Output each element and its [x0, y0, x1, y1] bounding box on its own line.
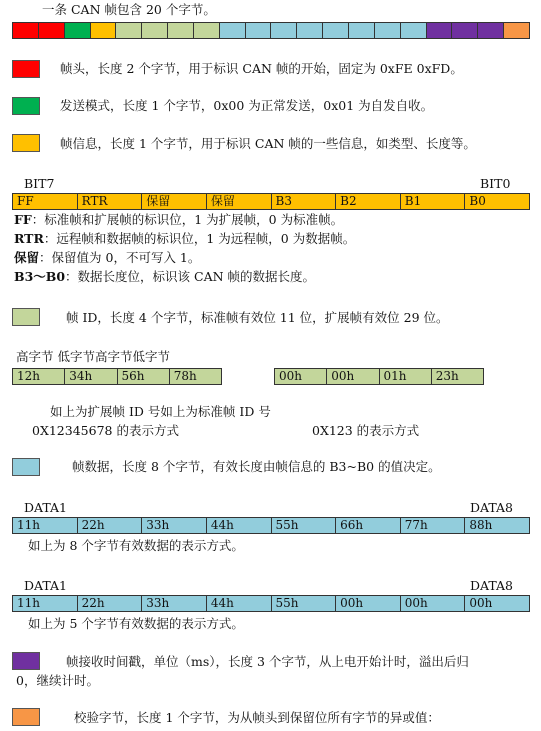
mode-description: 发送模式，长度 1 个字节，0x00 为正常发送，0x01 为自发自收。: [60, 98, 434, 113]
data5-cell-6: 00h: [336, 596, 401, 611]
frame-byte-10: [246, 23, 272, 38]
extended-id-cell-3: 56h: [118, 369, 170, 384]
frame-byte-16: [401, 23, 427, 38]
data8-cell-1: 11h: [13, 518, 78, 533]
bit-note-term: 保留: [14, 250, 40, 265]
data8-label-a: DATA8: [470, 500, 513, 515]
bit-cell-6: B2: [336, 194, 401, 209]
data1-label-b: DATA1: [24, 578, 67, 593]
timestamp-color-swatch: [12, 652, 40, 670]
extended-id-row: [12, 368, 222, 385]
bit-note-term: FF: [14, 212, 32, 227]
data5-cell-7: 00h: [401, 596, 466, 611]
data5-cell-5: 55h: [272, 596, 337, 611]
id-caption-line1: 如上为扩展帧 ID 号如上为标准帧 ID 号: [50, 404, 271, 419]
frame-byte-7: [168, 23, 194, 38]
standard-id-cell-4: 23h: [435, 369, 459, 383]
frame-id-description: 帧 ID，长度 4 个字节，标准帧有效位 11 位，扩展帧有效位 29 位。: [66, 310, 449, 325]
frame-byte-8: [194, 23, 220, 38]
bit-note-text: ：远程帧和数据帧的标识位，1 为远程帧，0 为数据帧。: [43, 231, 356, 246]
timestamp-description-line1: 帧接收时间戳，单位（ms），长度 3 个字节，从上电开始计时，溢出后归: [66, 654, 469, 669]
info-color-swatch: [12, 134, 40, 152]
data-caption-8: 如上为 8 个字节有效数据的表示方式。: [28, 538, 244, 553]
frame-byte-12: [297, 23, 323, 38]
id-caption-standard: 0X123 的表示方式: [312, 423, 420, 438]
data-row-8-bytes: [12, 517, 530, 534]
data8-cell-7: 77h: [401, 518, 466, 533]
frame-byte-5: [116, 23, 142, 38]
bit-note-term: RTR: [14, 231, 44, 246]
can-frame-byte-strip: [12, 22, 530, 39]
id-caption-extended: 0X12345678 的表示方式: [32, 423, 179, 438]
bit-cell-1: FF: [13, 194, 78, 209]
bit-note-text: ：数据长度位，标识该 CAN 帧的数据长度。: [65, 269, 316, 284]
intro-text: 一条 CAN 帧包含 20 个字节。: [42, 2, 216, 17]
data8-cell-5: 55h: [272, 518, 337, 533]
frame-byte-19: [478, 23, 504, 38]
frame-byte-6: [142, 23, 168, 38]
bit-cell-7: B1: [401, 194, 466, 209]
bit-note-text: ：保留值为 0，不可写入 1。: [39, 250, 201, 265]
frame-byte-20: [504, 23, 529, 38]
byte-order-label: 高字节 低字节高字节低字节: [16, 349, 170, 364]
data5-cell-1: 11h: [13, 596, 78, 611]
frame-byte-11: [271, 23, 297, 38]
data8-cell-3: 33h: [142, 518, 207, 533]
info-description: 帧信息，长度 1 个字节，用于标识 CAN 帧的一些信息，如类型、长度等。: [60, 136, 476, 151]
extended-id-cell-1: 12h: [13, 369, 65, 384]
frame-byte-2: [39, 23, 65, 38]
extended-id-cell-4: 78h: [173, 369, 197, 383]
extended-id-cell-2: 34h: [65, 369, 117, 384]
bit-cell-4: 保留: [207, 194, 272, 209]
data5-cell-4: 44h: [207, 596, 272, 611]
bit-cell-3: 保留: [142, 194, 207, 209]
frame-byte-17: [427, 23, 453, 38]
data8-cell-4: 44h: [207, 518, 272, 533]
frame-byte-9: [220, 23, 246, 38]
checksum-description: 校验字节，长度 1 个字节，为从帧头到保留位所有字节的异或值：: [74, 710, 440, 725]
bit-note-term: B3～B0: [14, 269, 66, 284]
bit-note-1: [14, 212, 343, 228]
frame-data-description: 帧数据，长度 8 个字节，有效长度由帧信息的 B3~B0 的值决定。: [72, 459, 441, 474]
bit-note-4: [14, 269, 315, 285]
frame-byte-15: [375, 23, 401, 38]
standard-id-cell-1: 00h: [275, 369, 327, 384]
bit-note-2: [14, 231, 355, 247]
frame-byte-13: [323, 23, 349, 38]
frame-id-color-swatch: [12, 308, 40, 326]
frame-byte-3: [65, 23, 91, 38]
data-caption-5: 如上为 5 个字节有效数据的表示方式。: [28, 616, 244, 631]
standard-id-cell-2: 00h: [327, 369, 379, 384]
data-row-5-bytes: [12, 595, 530, 612]
standard-id-cell-3: 01h: [380, 369, 432, 384]
timestamp-description-line2: 0，继续计时。: [16, 673, 99, 688]
data5-cell-2: 22h: [78, 596, 143, 611]
bit-note-3: [14, 250, 200, 266]
header-description: 帧头，长度 2 个字节，用于标识 CAN 帧的开始，固定为 0xFE 0xFD。: [60, 61, 463, 76]
bit-cell-8: B0: [469, 194, 486, 208]
frame-byte-18: [452, 23, 478, 38]
standard-id-row: [274, 368, 484, 385]
data5-cell-3: 33h: [142, 596, 207, 611]
bit0-label: BIT0: [480, 176, 511, 191]
data5-cell-8: 00h: [469, 596, 493, 610]
mode-color-swatch: [12, 97, 40, 115]
frame-byte-1: [13, 23, 39, 38]
bit7-label: BIT7: [24, 176, 55, 191]
data8-cell-2: 22h: [78, 518, 143, 533]
data8-label-b: DATA8: [470, 578, 513, 593]
bit-note-text: ：标准帧和扩展帧的标识位，1 为扩展帧，0 为标准帧。: [31, 212, 344, 227]
data8-cell-6: 66h: [336, 518, 401, 533]
bit-cell-2: RTR: [78, 194, 143, 209]
checksum-color-swatch: [12, 708, 40, 726]
frame-byte-4: [91, 23, 117, 38]
data1-label-a: DATA1: [24, 500, 67, 515]
bit-cell-5: B3: [272, 194, 337, 209]
data8-cell-8: 88h: [469, 518, 493, 532]
header-color-swatch: [12, 60, 40, 78]
frame-data-color-swatch: [12, 458, 40, 476]
frame-info-bit-row: [12, 193, 530, 210]
frame-byte-14: [349, 23, 375, 38]
